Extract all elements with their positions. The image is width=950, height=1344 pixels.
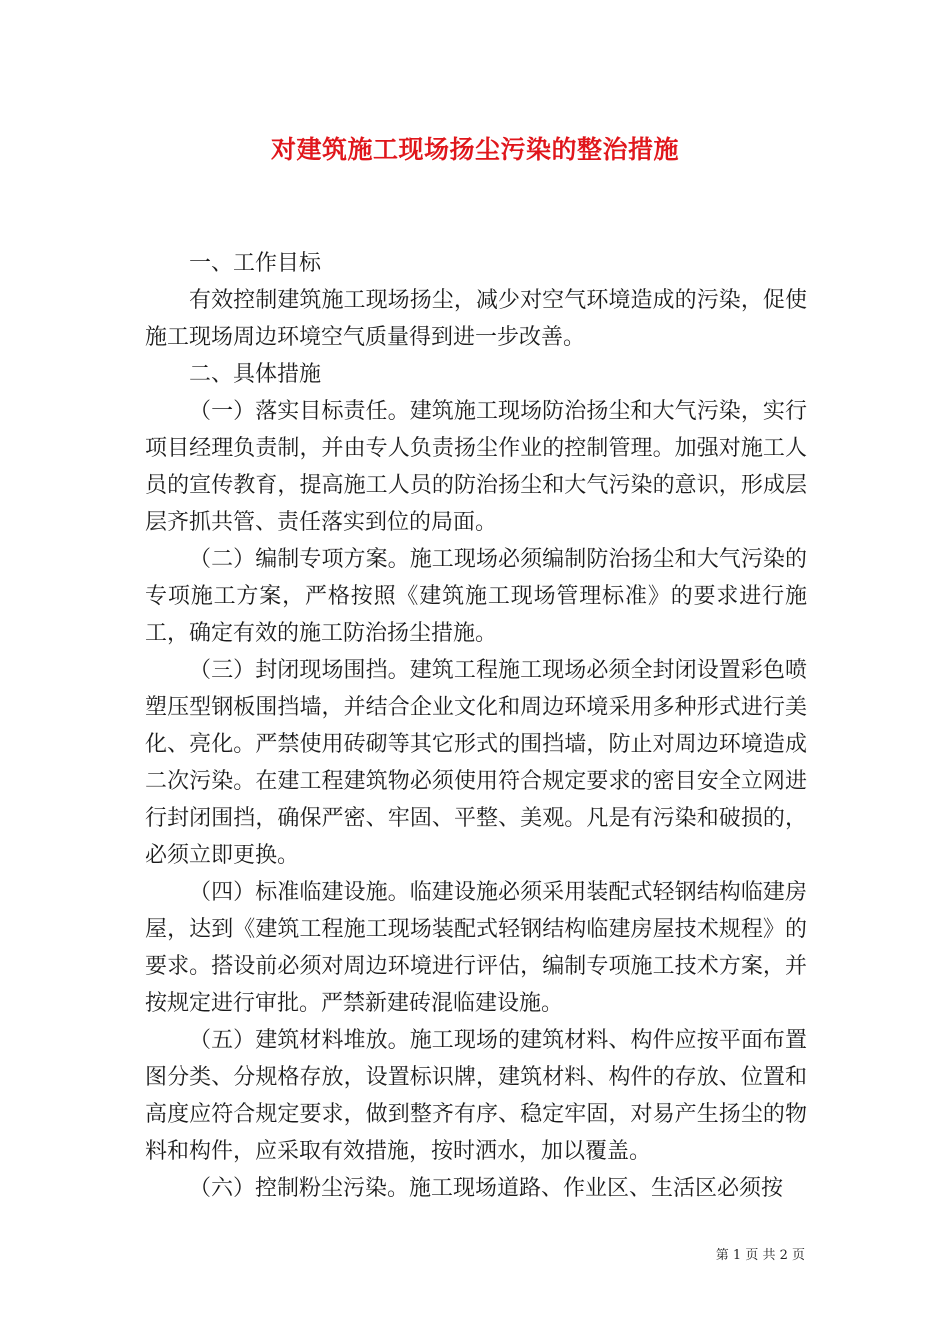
section-heading-goals: 一、工作目标 [189,251,322,276]
document-title: 对建筑施工现场扬尘污染的整治措施 [270,135,679,164]
page-number: 第 1 页 共 2 页 [715,1248,805,1263]
paragraph-measure-2: （二）编制专项方案。施工现场必须编制防治扬尘和大气污染的专项施工方案，严格按照《建筑施工现场管理标准》的要求进行施工，确定有效的施工防治扬尘措施。 [145,547,807,646]
document-body [145,245,807,1207]
paragraph-measure-4: （四）标准临建设施。临建设施必须采用装配式轻钢结构临建房屋，达到《建筑工程施工现场装配式轻钢结构临建房屋技术规程》的要求。搭设前必须对周边环境进行评估，编制专项施工技术方案，并按规定进行审批。严禁新建砖混临建设施。 [145,880,807,1016]
section-heading-measures: 二、具体措施 [189,362,322,387]
paragraph-measure-3: （三）封闭现场围挡。建筑工程施工现场必须全封闭设置彩色喷塑压型钢板围挡墙，并结合企业文化和周边环境采用多种形式进行美化、亮化。严禁使用砖砌等其它形式的围挡墙，防止对周边环境造成二次污染。在建工程建筑物必须使用符合规定要求的密目安全立网进行封闭围挡，确保严密、牢固、平整、美观。凡是有污染和破损的，必须立即更换。 [145,658,807,868]
paragraph-measure-1: （一）落实目标责任。建筑施工现场防治扬尘和大气污染，实行项目经理负责制，并由专人负责扬尘作业的控制管理。加强对施工人员的宣传教育，提高施工人员的防治扬尘和大气污染的意识，形成层层齐抓共管、责任落实到位的局面。 [145,399,807,535]
paragraph-measure-6: （六）控制粉尘污染。施工现场道路、作业区、生活区必须按 [189,1176,784,1201]
paragraph-measure-5: （五）建筑材料堆放。施工现场的建筑材料、构件应按平面布置图分类、分规格存放，设置标识牌，建筑材料、构件的存放、位置和高度应符合规定要求，做到整齐有序、稳定牢固，对易产生扬尘的物料和构件，应采取有效措施，按时洒水，加以覆盖。 [145,1028,807,1164]
paragraph-goals: 有效控制建筑施工现场扬尘，减少对空气环境造成的污染，促使施工现场周边环境空气质量得到进一步改善。 [145,288,807,350]
